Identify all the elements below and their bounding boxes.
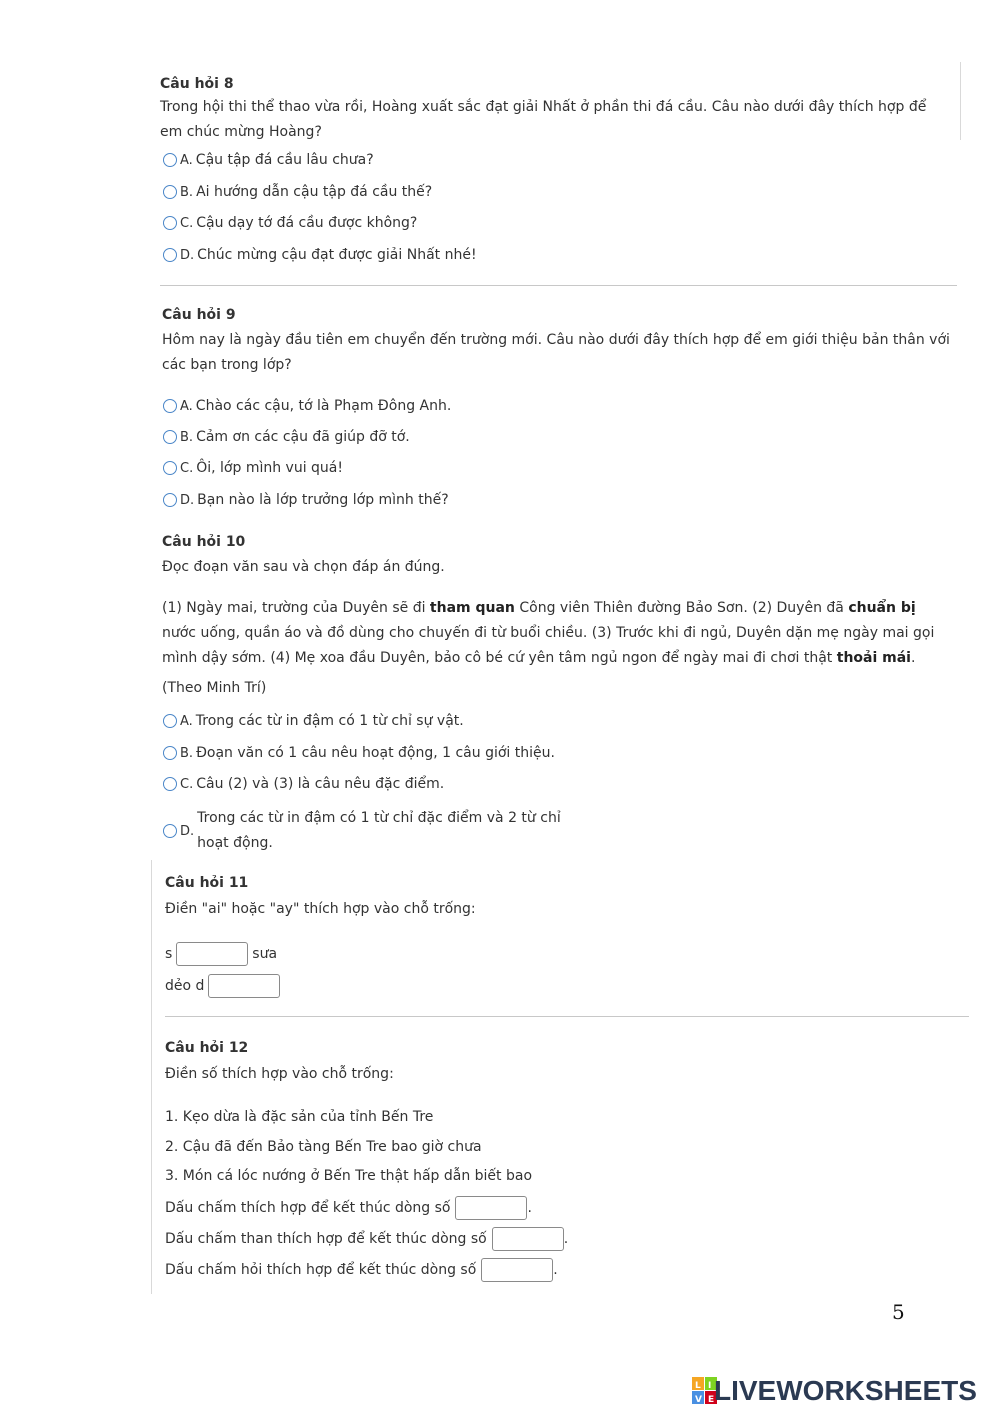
q8-option-d[interactable]: D. Chúc mừng cậu đạt được giải Nhất nhé! — [163, 247, 477, 263]
q12-fill-3: Dấu chấm hỏi thích hợp để kết thúc dòng số . — [165, 1254, 558, 1285]
divider — [160, 285, 957, 286]
answer-input[interactable] — [208, 974, 280, 998]
question-8-title: Câu hỏi 8 — [160, 76, 234, 92]
radio-button[interactable] — [163, 461, 177, 475]
svg-text:V: V — [695, 1395, 702, 1405]
answer-input[interactable] — [492, 1227, 564, 1251]
border-line — [151, 860, 152, 1294]
radio-button[interactable] — [163, 216, 177, 230]
brand-name: LIVEWORKSHEETS — [714, 1375, 977, 1406]
q12-fill-2: Dấu chấm than thích hợp để kết thúc dòng số . — [165, 1223, 568, 1254]
radio-button[interactable] — [163, 824, 177, 838]
svg-text:E: E — [708, 1395, 715, 1405]
radio-button[interactable] — [163, 185, 177, 199]
radio-button[interactable] — [163, 714, 177, 728]
svg-text:I: I — [708, 1381, 712, 1391]
divider — [165, 1016, 969, 1017]
q12-line-3: 3. Món cá lóc nướng ở Bến Tre thật hấp dẫn biết bao — [165, 1168, 533, 1184]
q10-option-a[interactable]: A. Trong các từ in đậm có 1 từ chỉ sự vật. — [163, 713, 464, 729]
question-9-title: Câu hỏi 9 — [162, 307, 236, 323]
radio-button[interactable] — [163, 153, 177, 167]
q11-item-2: dẻo d — [165, 970, 280, 1001]
question-9-text: Hôm nay là ngày đầu tiên em chuyển đến trường mới. Câu nào dưới đây thích hợp để em giới thiệu bản thân với các bạn trong lớp? — [162, 332, 950, 373]
question-11-instruction: Điền "ai" hoặc "ay" thích hợp vào chỗ trống: — [165, 901, 476, 917]
question-10-passage: (1) Ngày mai, trường của Duyên sẽ đi tham quan Công viên Thiên đường Bảo Sơn. (2) Duyên đã chuẩn bị nước uống, quần áo và đồ dùng cho chuyến đi từ buổi chiều. (3) Trước khi đi ngủ, Duyên dặn mẹ ngày mai gọi mình dậy sớm. (4) Mẹ xoa đầu Duyên, bảo cô bé cứ yên tâm ngủ ngon để ngày mai đi chơi thật thoải mái. — [162, 600, 935, 666]
q12-line-2: 2. Cậu đã đến Bảo tàng Bến Tre bao giờ chưa — [165, 1139, 482, 1155]
question-10-instruction: Đọc đoạn văn sau và chọn đáp án đúng. — [162, 559, 445, 575]
q9-option-d[interactable]: D. Bạn nào là lớp trưởng lớp mình thế? — [163, 492, 449, 508]
radio-button[interactable] — [163, 777, 177, 791]
question-10-title: Câu hỏi 10 — [162, 534, 246, 550]
q12-line-1: 1. Kẹo dừa là đặc sản của tỉnh Bến Tre — [165, 1109, 434, 1125]
q8-option-a[interactable]: A. Cậu tập đá cầu lâu chưa? — [163, 152, 374, 168]
border-line — [960, 62, 961, 140]
svg-text:L: L — [695, 1381, 701, 1391]
question-11-title: Câu hỏi 11 — [165, 875, 249, 891]
q9-option-a[interactable]: A. Chào các cậu, tớ là Phạm Đông Anh. — [163, 398, 451, 414]
q9-option-c[interactable]: C. Ôi, lớp mình vui quá! — [163, 460, 343, 476]
q12-fill-1: Dấu chấm thích hợp để kết thúc dòng số . — [165, 1192, 532, 1223]
q8-option-c[interactable]: C. Cậu dạy tớ đá cầu được không? — [163, 215, 417, 231]
radio-button[interactable] — [163, 430, 177, 444]
question-8-text: Trong hội thi thể thao vừa rồi, Hoàng xuất sắc đạt giải Nhất ở phần thi đá cầu. Câu nào dưới đây thích hợp để em chúc mừng Hoàng? — [160, 99, 927, 140]
q9-option-b[interactable]: B. Cảm ơn các cậu đã giúp đỡ tớ. — [163, 429, 410, 445]
radio-button[interactable] — [163, 493, 177, 507]
answer-input[interactable] — [481, 1258, 553, 1282]
radio-button[interactable] — [163, 399, 177, 413]
q10-option-c[interactable]: C. Câu (2) và (3) là câu nêu đặc điểm. — [163, 776, 444, 792]
liveworksheets-logo — [692, 1375, 977, 1407]
passage-source: (Theo Minh Trí) — [162, 680, 267, 696]
radio-button[interactable] — [163, 248, 177, 262]
q10-option-d[interactable]: D. Trong các từ in đậm có 1 từ chỉ đặc điểm và 2 từ chỉ hoạt động. — [163, 806, 561, 856]
question-12-instruction: Điền số thích hợp vào chỗ trống: — [165, 1066, 394, 1082]
question-12-title: Câu hỏi 12 — [165, 1040, 249, 1056]
q8-option-b[interactable]: B. Ai hướng dẫn cậu tập đá cầu thế? — [163, 184, 432, 200]
page-number: 5 — [892, 1300, 905, 1324]
answer-input[interactable] — [176, 942, 248, 966]
q11-item-1: s sưa — [165, 938, 277, 969]
radio-button[interactable] — [163, 746, 177, 760]
answer-input[interactable] — [455, 1196, 527, 1220]
q10-option-b[interactable]: B. Đoạn văn có 1 câu nêu hoạt động, 1 câu giới thiệu. — [163, 745, 555, 761]
